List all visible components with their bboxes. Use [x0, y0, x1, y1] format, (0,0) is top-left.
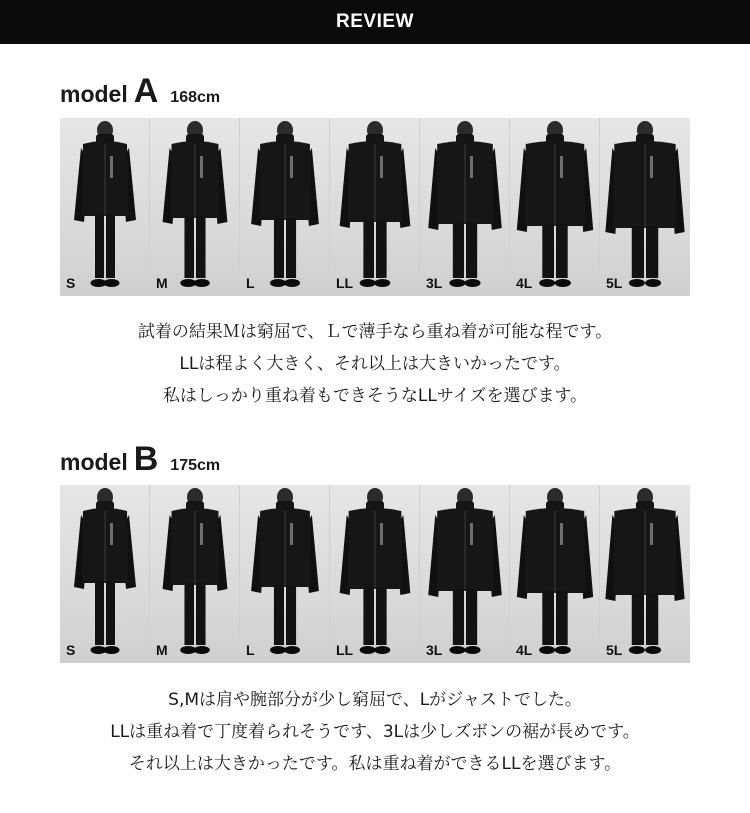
model-b-photo-s	[60, 485, 150, 663]
person-silhouette	[330, 118, 420, 296]
size-label: 4L	[516, 275, 533, 291]
model-a-photo-strip	[60, 118, 690, 296]
description-line: S,Mは肩や腕部分が少し窮屈で、Lがジャストでした。	[168, 690, 582, 710]
model-a-photo-4l	[510, 118, 600, 296]
model-a-description	[0, 316, 750, 412]
model-a-photo-l	[240, 118, 330, 296]
size-label: LL	[336, 642, 354, 658]
model-b-letter: B	[133, 440, 159, 478]
person-silhouette	[600, 485, 690, 663]
model-b-height: 175cm	[170, 457, 221, 474]
model-b-photo-4l	[510, 485, 600, 663]
person-silhouette	[150, 485, 240, 663]
description-line: 私はしっかり重ね着もできそうなLLサイズを選びます。	[162, 386, 588, 406]
size-label: 5L	[606, 642, 623, 658]
size-label: S	[66, 275, 76, 291]
model-b-photo-ll	[330, 485, 420, 663]
size-label: 4L	[516, 642, 533, 658]
model-a-word: model	[60, 81, 128, 107]
description-line: それ以上は大きかったです。私は重ね着ができるLLを選びます。	[128, 754, 622, 774]
size-label: M	[156, 275, 168, 291]
person-silhouette	[60, 485, 150, 663]
person-silhouette	[510, 485, 600, 663]
model-a-photo-m	[150, 118, 240, 296]
person-silhouette	[60, 118, 150, 296]
model-b-description	[0, 684, 750, 780]
model-a-photo-3l	[420, 118, 510, 296]
person-silhouette	[420, 118, 510, 296]
size-label: LL	[336, 275, 354, 291]
model-b-photo-m	[150, 485, 240, 663]
model-a-height: 168cm	[170, 89, 221, 106]
review-title: REVIEW	[336, 11, 414, 32]
size-label: M	[156, 642, 168, 658]
person-silhouette	[510, 118, 600, 296]
person-silhouette	[420, 485, 510, 663]
person-silhouette	[600, 118, 690, 296]
description-line: LLは重ね着で丁度着られそうです、3Lは少しズボンの裾が長めです。	[110, 722, 640, 742]
size-label: L	[246, 642, 255, 658]
person-silhouette	[150, 118, 240, 296]
description-line: LLは程よく大きく、それ以上は大きいかったです。	[179, 354, 571, 374]
person-silhouette	[330, 485, 420, 663]
size-label: 3L	[426, 275, 443, 291]
size-label: L	[246, 275, 255, 291]
size-label: S	[66, 642, 76, 658]
model-a-photo-5l	[600, 118, 690, 296]
description-line: 試着の結果Ｍは窮屈で、Ｌで薄手なら重ね着が可能な程です。	[137, 322, 613, 342]
person-silhouette	[240, 118, 330, 296]
model-a-heading	[60, 72, 220, 111]
model-a-letter: A	[133, 72, 159, 110]
model-a-photo-ll	[330, 118, 420, 296]
model-b-heading	[60, 440, 220, 479]
model-b-word: model	[60, 449, 128, 475]
person-silhouette	[240, 485, 330, 663]
size-label: 5L	[606, 275, 623, 291]
size-label: 3L	[426, 642, 443, 658]
model-b-photo-5l	[600, 485, 690, 663]
model-b-photo-3l	[420, 485, 510, 663]
model-b-photo-strip	[60, 485, 690, 663]
review-header	[0, 0, 750, 44]
model-a-photo-s	[60, 118, 150, 296]
model-b-photo-l	[240, 485, 330, 663]
